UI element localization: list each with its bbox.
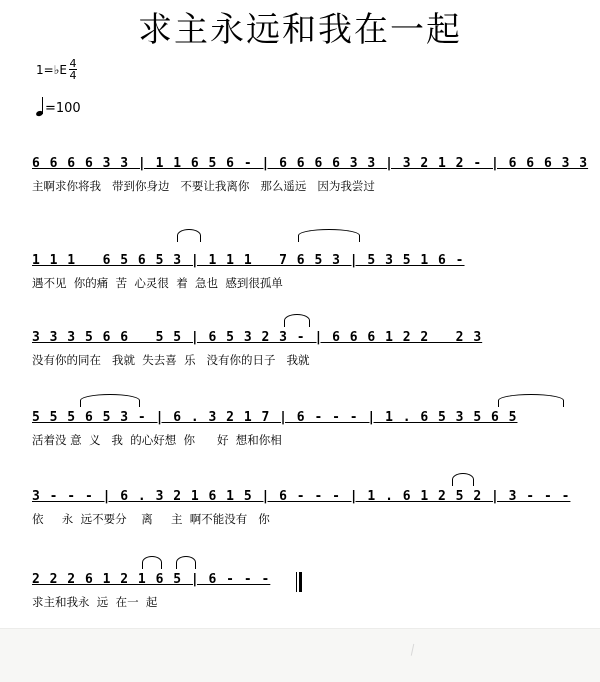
time-signature-top: 4: [69, 57, 77, 70]
slur-mark: [298, 229, 360, 242]
notation-line: 5 5 5 6 5 3 - | 6 . 3 2 1 7 | 6 - - - | 1 . 6 5 3 5 6 5: [32, 410, 518, 425]
music-line: [32, 253, 572, 290]
song-title: 求主永远和我在一起: [138, 10, 462, 50]
lyric-line: 活着没 意 义 我 的心好想 你 好 想和你相: [32, 433, 282, 447]
slur-mark: [177, 229, 201, 242]
time-signature-bottom: 4: [69, 69, 77, 82]
notation-line: 6 6 6 6 3 3 | 1 1 6 5 6 - | 6 6 6 6 3 3 | 3 2 1 2 - | 6 6 6 3 3: [32, 156, 589, 171]
tempo-marking: [36, 96, 81, 116]
final-barline: [296, 572, 302, 592]
footer-strip: [0, 628, 600, 682]
lyric-line: 主啊求你将我 带到你身边 不要让我离你 那么遥远 因为我尝过: [32, 179, 375, 193]
music-line: [32, 489, 572, 526]
quarter-note-icon: [36, 96, 45, 116]
slur-mark: [452, 473, 474, 486]
lyric-line: 依 永 远不要分 离 主 啊不能没有 你: [32, 512, 270, 526]
time-signature: [69, 58, 77, 81]
music-line: [32, 330, 572, 367]
slur-mark: [176, 556, 196, 569]
note-head: [35, 110, 43, 117]
slur-mark: [142, 556, 162, 569]
lyric-line: 没有你的同在 我就 失去喜 乐 没有你的日子 我就: [32, 353, 310, 367]
key-signature: [36, 58, 77, 81]
music-line: [32, 572, 572, 609]
notation-line: 2 2 2 6 1 2 1 6 5 | 6 - - -: [32, 572, 271, 587]
notation-line: 3 - - - | 6 . 3 2 1 6 1 5 | 6 - - - | 1 . 6 1 2 5 2 | 3 - - -: [32, 489, 571, 504]
lyric-line: 遇不见 你的痛 苦 心灵很 着 急也 感到很孤单: [32, 276, 283, 290]
music-line: [32, 156, 589, 193]
slur-mark: [80, 394, 140, 407]
slur-mark: [284, 314, 310, 327]
lyric-line: 求主和我永 远 在一 起: [32, 595, 158, 609]
notation-line: 1 1 1 6 5 6 5 3 | 1 1 1 7 6 5 3 | 5 3 5 1 6 -: [32, 253, 465, 268]
tempo-value: =100: [45, 101, 81, 116]
notation-line: 3 3 3 5 6 6 5 5 | 6 5 3 2 3 - | 6 6 6 1 2 2 2 3: [32, 330, 483, 345]
music-line: [32, 410, 572, 447]
key-text: 1=♭E: [36, 62, 67, 77]
slur-mark: [498, 394, 564, 407]
